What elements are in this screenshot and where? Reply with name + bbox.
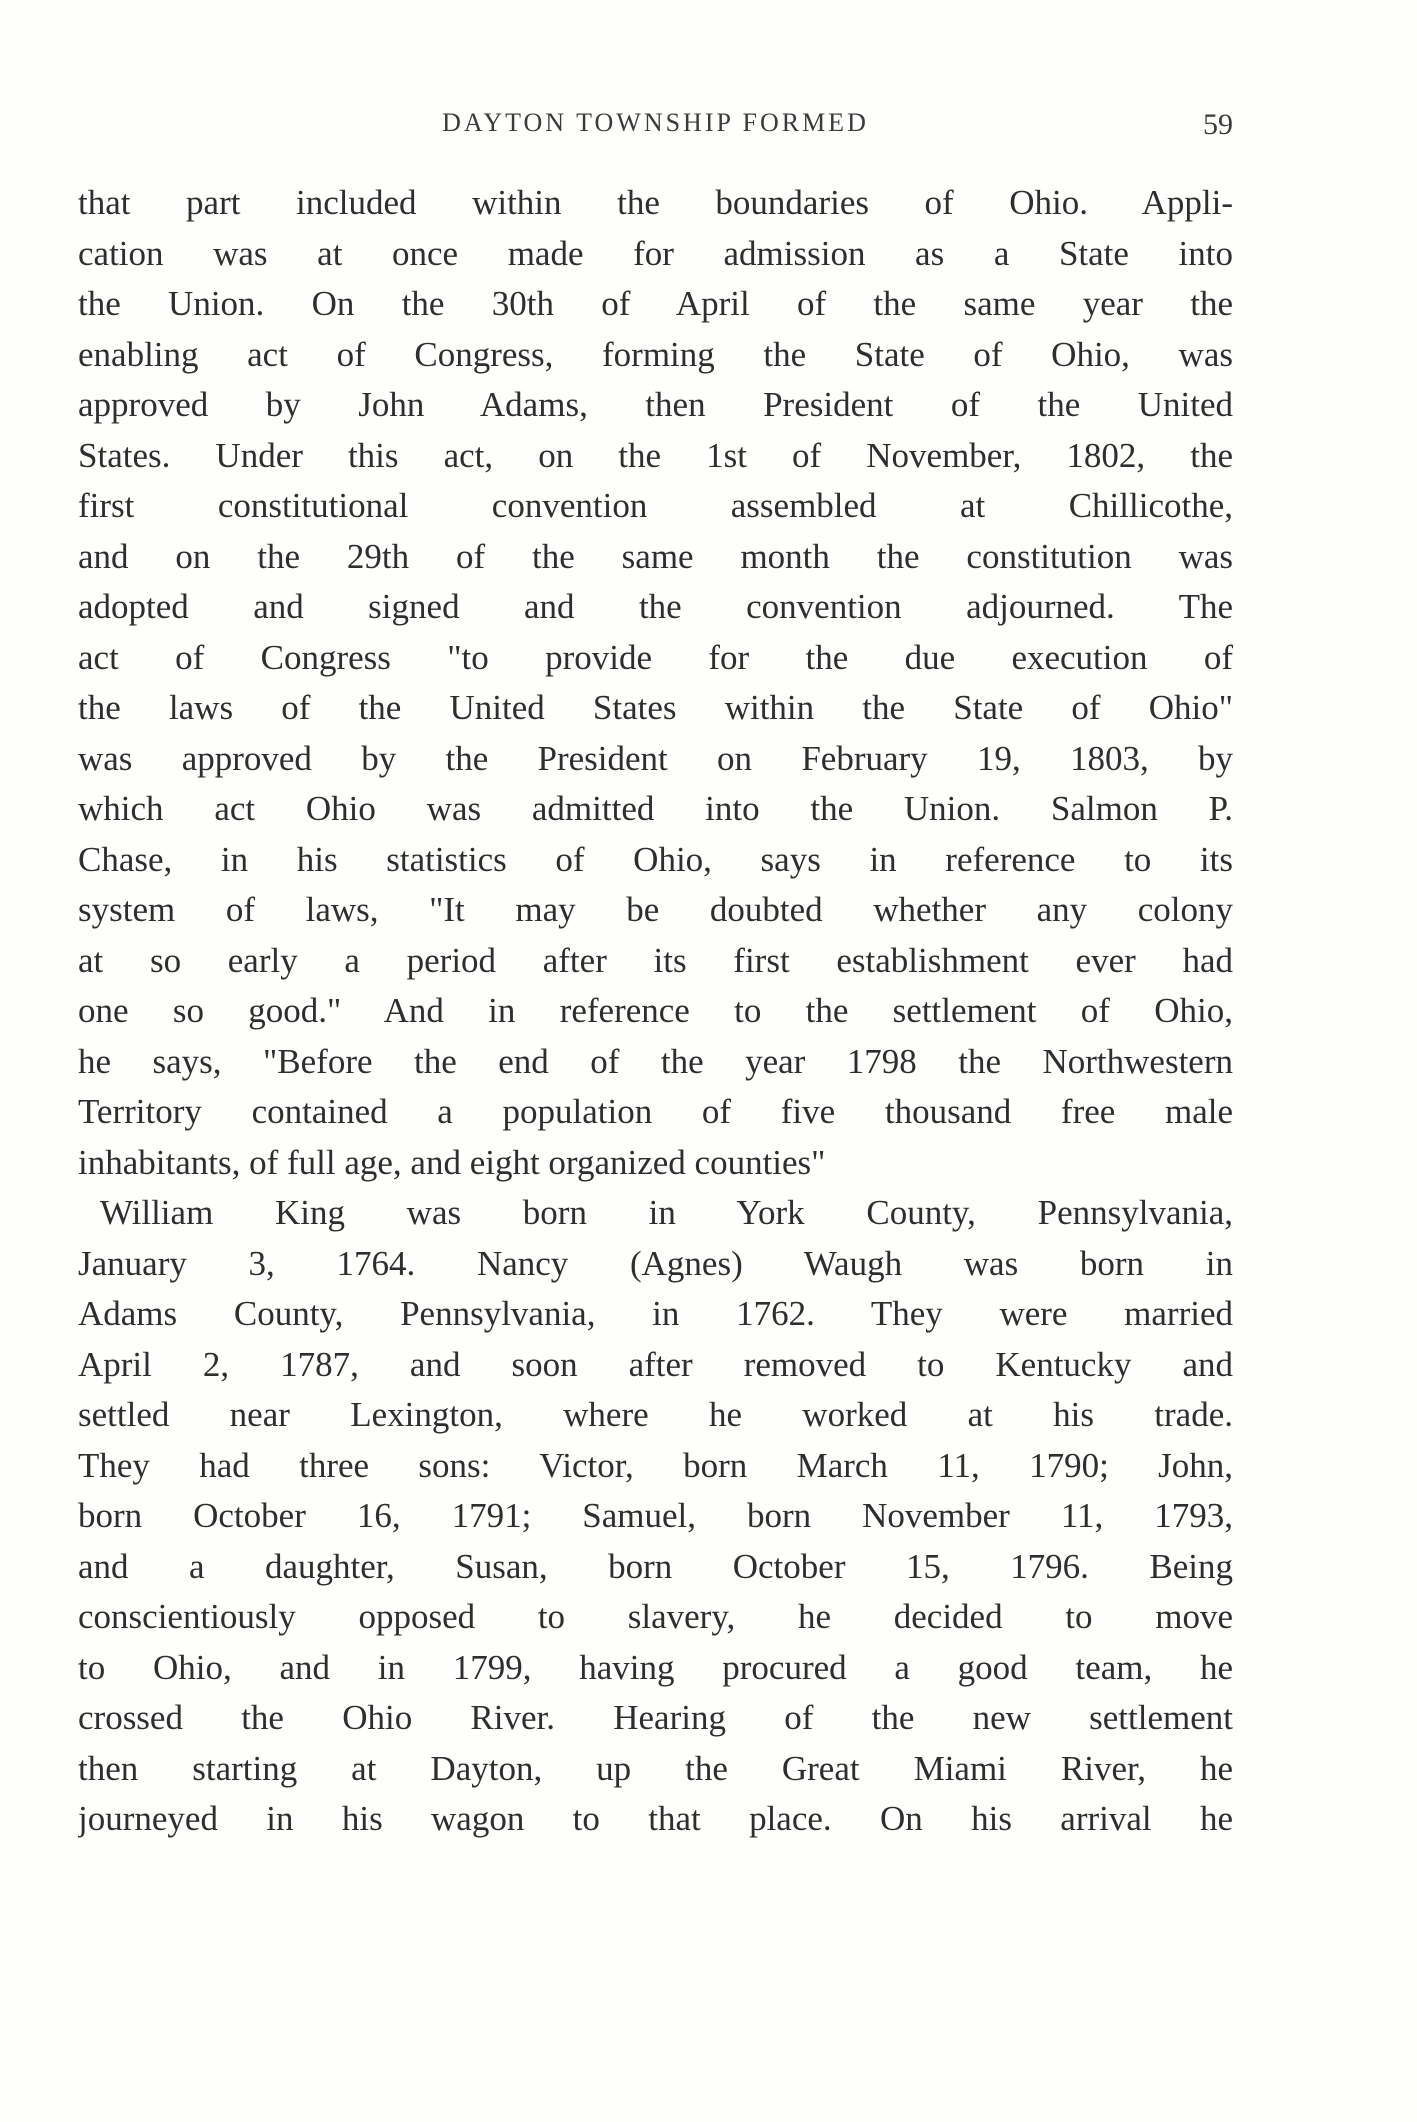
- text-line: which act Ohio was admitted into the Union. Salmon P.: [78, 789, 1233, 828]
- page-number: 59: [1203, 108, 1233, 141]
- text-line: January 3, 1764. Nancy (Agnes) Waugh was born in: [78, 1243, 1233, 1283]
- text-line: conscientiously opposed to slavery, he decided to move: [78, 1597, 1233, 1636]
- text-line: They had three sons: Victor, born March 11, 1790; John,: [78, 1445, 1233, 1485]
- text-line: the laws of the United States within the State of Ohio": [78, 688, 1233, 727]
- running-head-title: DAYTON TOWNSHIP FORMED: [442, 108, 869, 137]
- text-line: States. Under this act, on the 1st of November, 1802, the: [78, 435, 1233, 475]
- text-line: approved by John Adams, then President of the United: [78, 385, 1233, 424]
- text-line: and on the 29th of the same month the constitution was: [78, 536, 1233, 576]
- text-line: he says, "Before the end of the year 1798 the Northwestern: [78, 1041, 1233, 1081]
- paragraph-last-line: inhabitants, of full age, and eight organized counties": [78, 1142, 826, 1182]
- body-text: [78, 178, 1233, 1845]
- text-line: cation was at once made for admission as a State into: [78, 233, 1233, 273]
- running-head: [78, 108, 1233, 148]
- paragraph-first-line: William King was born in York County, Pennsylvania,: [100, 1193, 1233, 1232]
- text-line: Adams County, Pennsylvania, in 1762. They were married: [78, 1294, 1233, 1333]
- text-line: crossed the Ohio River. Hearing of the new settlement: [78, 1698, 1233, 1737]
- text-line: that part included within the boundaries of Ohio. Appli-: [78, 183, 1233, 222]
- text-line: one so good." And in reference to the settlement of Ohio,: [78, 991, 1233, 1030]
- text-line: first constitutional convention assembled at Chillicothe,: [78, 486, 1233, 525]
- text-line: the Union. On the 30th of April of the same year the: [78, 284, 1233, 323]
- text-line: Territory contained a population of five thousand free male: [78, 1092, 1233, 1131]
- text-line: Chase, in his statistics of Ohio, says in reference to its: [78, 839, 1233, 879]
- text-line: April 2, 1787, and soon after removed to Kentucky and: [78, 1344, 1233, 1384]
- text-line: to Ohio, and in 1799, having procured a good team, he: [78, 1647, 1233, 1687]
- text-line: enabling act of Congress, forming the State of Ohio, was: [78, 334, 1233, 374]
- text-line: adopted and signed and the convention adjourned. The: [78, 587, 1233, 626]
- text-line: journeyed in his wagon to that place. On his arrival he: [78, 1799, 1233, 1838]
- text-line: and a daughter, Susan, born October 15, 1796. Being: [78, 1546, 1233, 1586]
- text-line: at so early a period after its first establishment ever had: [78, 940, 1233, 980]
- text-line: then starting at Dayton, up the Great Miami River, he: [78, 1748, 1233, 1788]
- text-line: system of laws, "It may be doubted whether any colony: [78, 890, 1233, 929]
- text-line: born October 16, 1791; Samuel, born November 11, 1793,: [78, 1496, 1233, 1535]
- text-line: settled near Lexington, where he worked at his trade.: [78, 1395, 1233, 1434]
- text-line: act of Congress "to provide for the due execution of: [78, 637, 1233, 677]
- text-line: was approved by the President on February 19, 1803, by: [78, 738, 1233, 778]
